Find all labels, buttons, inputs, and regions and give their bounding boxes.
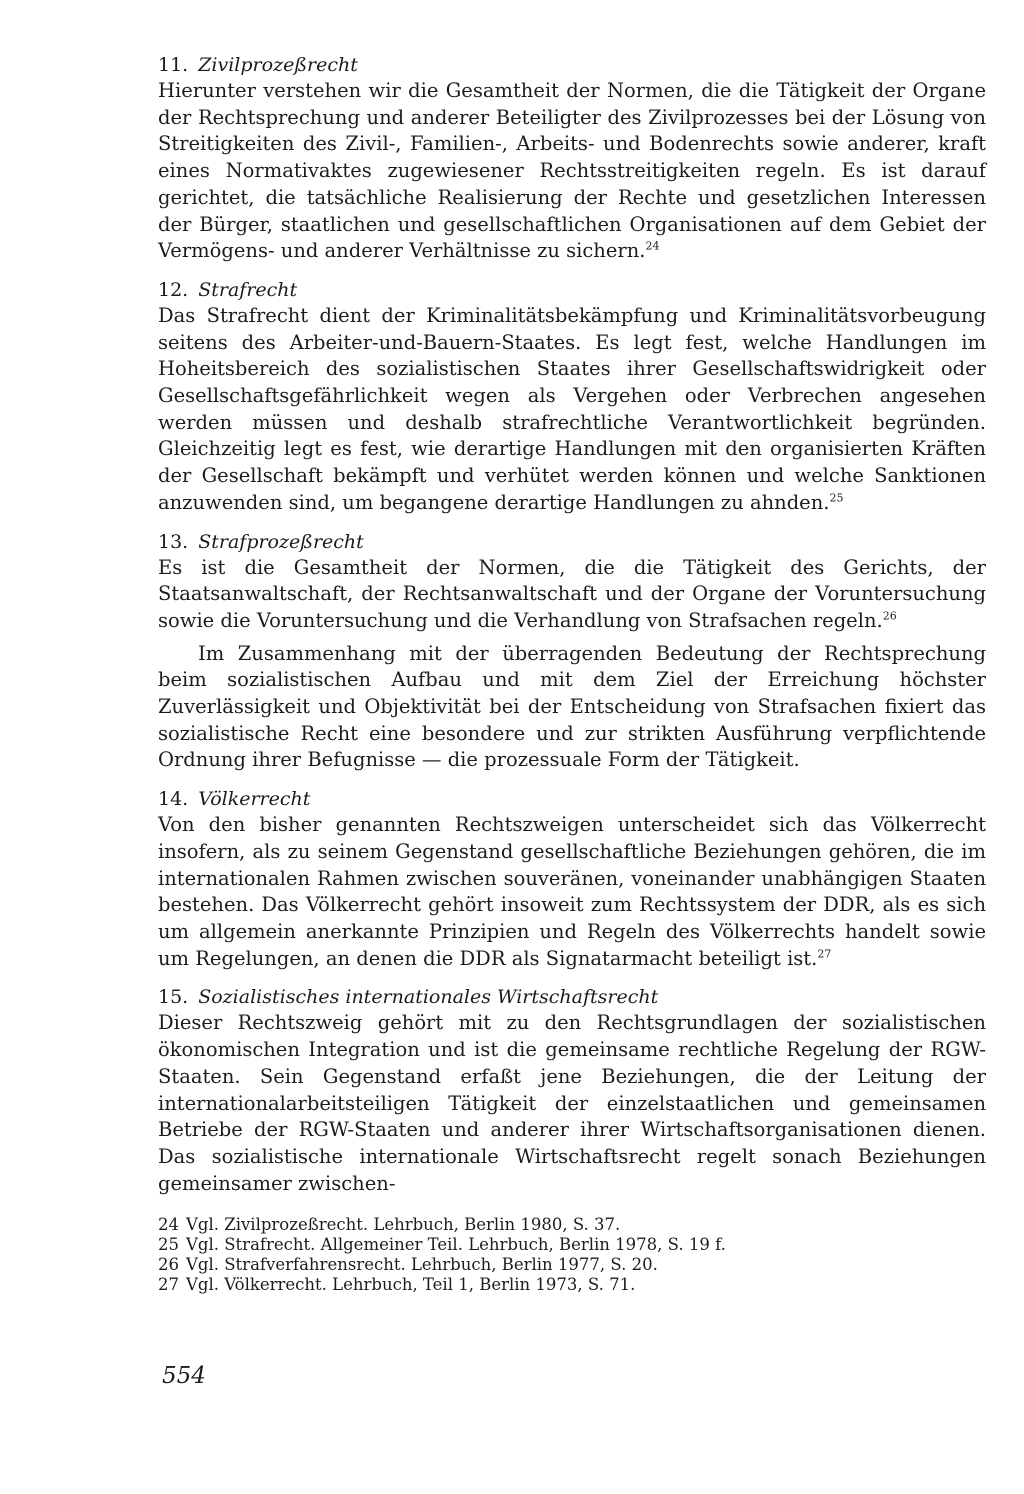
paragraph bbox=[158, 555, 986, 635]
section-zivilprozessrecht bbox=[158, 52, 986, 265]
footnote-ref[interactable]: 24 bbox=[645, 239, 660, 253]
footnote-ref[interactable]: 26 bbox=[882, 609, 897, 623]
footnote-number: 24 bbox=[158, 1215, 179, 1235]
section-number: 12. bbox=[158, 278, 189, 301]
paragraph-text: Im Zusammenhang mit der überragenden Bedeutung der Rechtsprechung beim sozialistischen Aufbau und mit dem Ziel der Erreichung höchster Zuverlässigkeit und Objektivität bei der Entscheidung von Strafsachen fixiert das sozialistische Recht eine besondere und zur strikten Ausführung verpflichtende Ordnung ihrer Befugnisse — die prozessuale Form der Tätigkeit. bbox=[158, 641, 986, 772]
footnote-text: Vgl. Strafrecht. Allgemeiner Teil. Lehrbuch, Berlin 1978, S. 19 f. bbox=[186, 1235, 726, 1255]
section-strafrecht bbox=[158, 277, 986, 517]
section-number: 11. bbox=[158, 54, 189, 76]
page-content bbox=[158, 52, 986, 1295]
paragraph-text: Hierunter verstehen wir die Gesamtheit der Normen, die die Tätigkeit der Organe der Rechtsprechung und anderer Beteiligter des Zivilprozesses bei der Lösung von Streitigkeiten des Zivil-, Familien-, Arbeits- und Bodenrechts sowie anderer, kraft eines Normativaktes zugewiesener Rechtsstreitigkeiten regeln. Es ist darauf gerichtet, die tatsächliche Realisierung der Rechte und gesetzlichen Interessen der Bürger, staatlichen und gesellschaftlichen Organisationen auf dem Gebiet der Vermögens- und anderer Verhältnisse zu sichern. bbox=[158, 79, 986, 263]
page-number: 554 bbox=[162, 1363, 206, 1389]
section-heading bbox=[158, 786, 986, 812]
paragraph-text: Es ist die Gesamtheit der Normen, die die Tätigkeit des Gerichts, der Staatsanwaltschaft, der Rechtsanwaltschaft und der Organe der Voruntersuchung sowie die Voruntersuchung und die Verhandlung von Strafsachen regeln. bbox=[158, 555, 986, 632]
footnote-text: Vgl. Völkerrecht. Lehrbuch, Teil 1, Berlin 1973, S. 71. bbox=[186, 1275, 636, 1295]
section-title: Zivilprozeßrecht bbox=[198, 54, 358, 76]
paragraph-text: Von den bisher genannten Rechtszweigen unterscheidet sich das Völkerrecht insofern, als zu seinem Gegenstand gesellschaftliche Beziehungen gehören, die im internationalen Rahmen zwischen souveränen, voneinander unabhängigen Staaten bestehen. Das Völkerrecht gehört insoweit zum Rechtssystem der DDR, als es sich um allgemein anerkannte Prinzipien und Regeln des Völkerrechts handelt sowie um Regelungen, an denen die DDR als Signatarmacht beteiligt ist. bbox=[158, 813, 986, 970]
paragraph bbox=[158, 303, 986, 517]
footnote-ref[interactable]: 27 bbox=[817, 947, 832, 961]
section-heading bbox=[158, 277, 986, 303]
paragraph bbox=[158, 812, 986, 972]
section-heading bbox=[158, 52, 986, 78]
section-number: 14. bbox=[158, 788, 189, 811]
section-number: 15. bbox=[158, 986, 189, 1009]
section-title: Völkerrecht bbox=[198, 788, 311, 811]
paragraph bbox=[158, 78, 986, 265]
section-strafprozessrecht bbox=[158, 529, 986, 775]
paragraph bbox=[158, 641, 986, 775]
section-title: Sozialistisches internationales Wirtschaftsrecht bbox=[198, 986, 659, 1009]
section-wirtschaftsrecht bbox=[158, 984, 986, 1197]
footnote-text: Vgl. Strafverfahrensrecht. Lehrbuch, Berlin 1977, S. 20. bbox=[186, 1255, 658, 1275]
footnote bbox=[158, 1235, 986, 1255]
paragraph-text: Dieser Rechtszweig gehört mit zu den Rechtsgrundlagen der sozialistischen ökonomischen Integration und ist die gemeinsame rechtliche Regelung der RGW-Staaten. Sein Gegenstand erfaßt jene Beziehungen, die der Leitung der internationalarbeitsteiligen Tätigkeit der einzelstaatlichen und gemeinsamen Betriebe der RGW-Staaten und anderer ihrer Wirtschaftsorganisationen dienen. Das sozialistische internationale Wirtschaftsrecht regelt sonach Beziehungen gemeinsamer zwischen- bbox=[158, 1011, 986, 1195]
paragraph-text: Das Strafrecht dient der Kriminalitätsbekämpfung und Kriminalitätsvorbeugung seitens des Arbeiter-und-Bauern-Staates. Es legt fest, welche Handlungen im Hoheitsbereich des sozialistischen Staates ihrer Gesellschaftswidrigkeit oder Gesellschaftsgefährlichkeit wegen als Vergehen oder Verbrechen angesehen werden müssen und deshalb strafrechtliche Verantwortlichkeit begründen. Gleichzeitig legt es fest, wie derartige Handlungen mit den organisierten Kräften der Gesellschaft bekämpft und verhütet werden können und welche Sanktionen anzuwenden sind, um begangene derartige Handlungen zu ahnden. bbox=[158, 303, 986, 514]
footnote-number: 27 bbox=[158, 1275, 179, 1295]
section-title: Strafprozeßrecht bbox=[198, 530, 364, 553]
footnotes bbox=[158, 1215, 986, 1295]
footnote-ref[interactable]: 25 bbox=[829, 491, 844, 505]
footnote-number: 26 bbox=[158, 1255, 179, 1275]
paragraph bbox=[158, 1010, 986, 1197]
section-heading bbox=[158, 529, 986, 555]
section-voelkerrecht bbox=[158, 786, 986, 972]
footnote bbox=[158, 1255, 986, 1275]
section-heading bbox=[158, 984, 986, 1010]
section-number: 13. bbox=[158, 530, 189, 553]
footnote bbox=[158, 1215, 986, 1235]
footnote-number: 25 bbox=[158, 1235, 179, 1255]
footnote-text: Vgl. Zivilprozeßrecht. Lehrbuch, Berlin 1980, S. 37. bbox=[186, 1215, 621, 1235]
section-title: Strafrecht bbox=[198, 278, 298, 301]
footnote bbox=[158, 1275, 986, 1295]
